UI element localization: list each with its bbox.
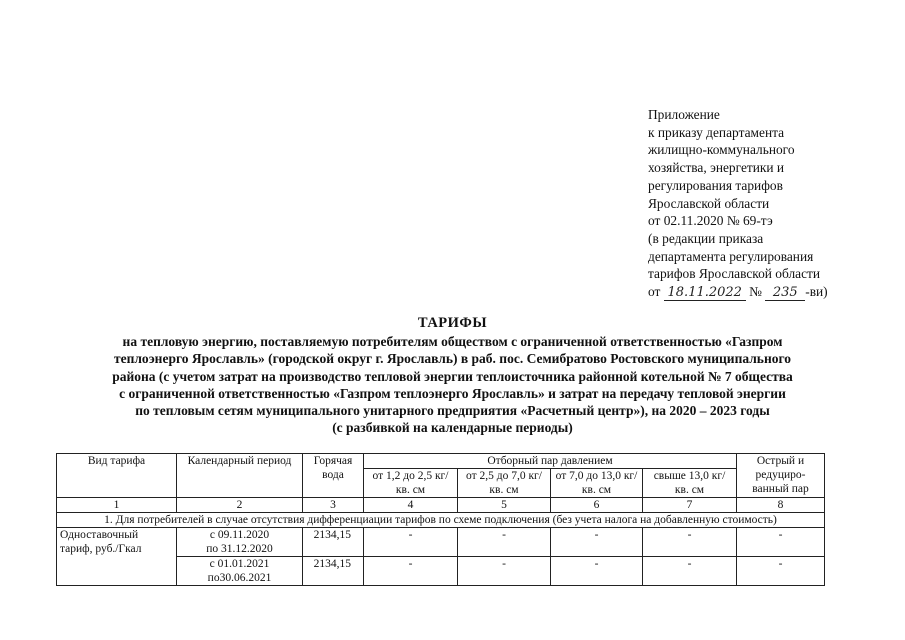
- column-number: 6: [551, 498, 643, 513]
- appendix-last-line: [648, 283, 898, 301]
- period-to: по 31.12.2020: [206, 543, 273, 555]
- header-steam-col: от 7,0 до 13,0 кг/кв. см: [551, 469, 643, 498]
- row-steam-value: -: [551, 557, 643, 586]
- appendix-line: Ярославской области: [648, 195, 770, 211]
- appendix-line: Приложение: [648, 107, 720, 122]
- number-sign: №: [749, 284, 762, 300]
- document-heading: [40, 315, 865, 436]
- appendix-line: тарифов Ярославской области: [648, 266, 821, 282]
- column-number: 4: [364, 498, 458, 513]
- row-steam-value: -: [551, 528, 643, 557]
- order-suffix: -ви): [805, 284, 828, 300]
- row-period: [177, 557, 303, 586]
- header-steam-col: от 2,5 до 7,0 кг/ кв. см: [458, 469, 551, 498]
- header-steam-col: от 1,2 до 2,5 кг/ кв. см: [364, 469, 458, 498]
- header-steam-col: свыше 13,0 кг/ кв. см: [643, 469, 737, 498]
- row-steam-value: -: [643, 557, 737, 586]
- header-tariff-type: Вид тарифа: [57, 454, 177, 498]
- appendix-block: [648, 106, 898, 301]
- row-steam-value: -: [643, 528, 737, 557]
- appendix-line: департамента регулирования: [648, 248, 814, 264]
- column-number: 5: [458, 498, 551, 513]
- column-number: 8: [737, 498, 825, 513]
- heading-line: на тепловую энергию, поставляемую потребителям обществом с ограниченной ответственностью «Газпром: [122, 334, 783, 350]
- period-to: по30.06.2021: [207, 572, 272, 584]
- heading-line: по тепловым сетям муниципального унитарного предприятия «Расчетный центр»), на 2020 – 2023 годы: [135, 403, 770, 419]
- column-numbers-row: [57, 498, 825, 513]
- column-number: 3: [303, 498, 364, 513]
- row-sharp-value: -: [737, 528, 825, 557]
- row-steam-value: -: [364, 557, 458, 586]
- appendix-line: хозяйства, энергетики и: [648, 160, 785, 176]
- row-period: [177, 528, 303, 557]
- heading-line: с ограниченной ответственностью «Газпром теплоэнерго Ярославль» и затрат на передачу тепловой энергии: [119, 385, 786, 401]
- period-from: с 09.11.2020: [209, 529, 270, 541]
- handwritten-date: 18.11.2022: [664, 286, 746, 301]
- table-row: [57, 528, 825, 557]
- row-hot-water: 2134,15: [303, 528, 364, 557]
- appendix-from: от: [648, 284, 661, 300]
- appendix-line: жилищно-коммунального: [648, 142, 795, 158]
- document-title: ТАРИФЫ: [417, 315, 488, 331]
- heading-line: (с разбивкой на календарные периоды): [332, 420, 573, 436]
- column-number: 2: [177, 498, 303, 513]
- section-row: [57, 513, 825, 528]
- appendix-line: к приказу департамента: [648, 124, 785, 140]
- header-hot-water: Горячая вода: [303, 454, 364, 498]
- heading-line: теплоэнерго Ярославль» (городской округ г. Ярославль) в раб. пос. Семибратово Ростовского муниципального: [113, 351, 792, 367]
- row-hot-water: 2134,15: [303, 557, 364, 586]
- row-sharp-value: -: [737, 557, 825, 586]
- header-steam: Отборный пар давлением: [364, 454, 737, 469]
- header-row: [57, 454, 825, 469]
- header-period: Календарный период: [177, 454, 303, 498]
- row-tariff-type: Одноставочный тариф, руб./Гкал: [57, 528, 177, 586]
- row-steam-value: -: [364, 528, 458, 557]
- heading-line: района (с учетом затрат на производство тепловой энергии теплоисточника районной котельной № 7 общества: [112, 368, 793, 384]
- header-sharp-steam: Острый и редуциро-ванный пар: [737, 454, 825, 498]
- row-steam-value: -: [458, 557, 551, 586]
- tariffs-table: [56, 453, 825, 586]
- column-number: 7: [643, 498, 737, 513]
- appendix-line: регулирования тарифов: [648, 177, 783, 193]
- handwritten-number: 235: [765, 286, 805, 301]
- appendix-line: от 02.11.2020 № 69-тэ: [648, 213, 773, 229]
- period-from: с 01.01.2021: [209, 558, 270, 570]
- section-title: 1. Для потребителей в случае отсутствия дифференциации тарифов по схеме подключения (без учета налога на добавленную стоимость): [57, 513, 825, 528]
- column-number: 1: [57, 498, 177, 513]
- row-steam-value: -: [458, 528, 551, 557]
- appendix-line: (в редакции приказа: [648, 230, 764, 246]
